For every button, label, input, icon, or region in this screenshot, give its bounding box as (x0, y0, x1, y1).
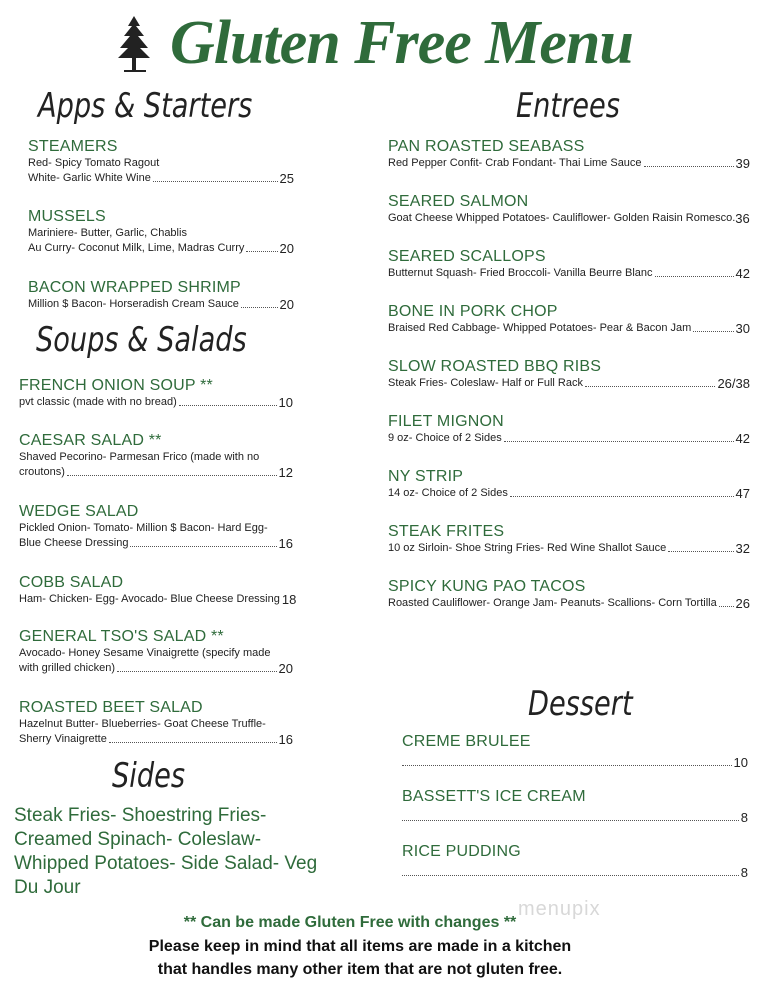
item-desc: Red Pepper Confit- Crab Fondant- Thai Lime Sauce (388, 157, 642, 169)
item-price: 8 (740, 810, 748, 825)
item-name: SPICY KUNG PAO TACOS (388, 578, 586, 595)
menu-item (19, 503, 293, 551)
sides-list: Steak Fries- Shoestring Fries- Creamed Spinach- Coleslaw- Whipped Potatoes- Side Salad- Veg Du Jour (14, 805, 318, 898)
item-name: BASSETT'S ICE CREAM (402, 788, 586, 805)
section-dessert-heading: Dessert (528, 684, 633, 724)
item-desc: with grilled chicken) (19, 662, 115, 674)
item-price: 36 (735, 211, 750, 226)
menu-item (19, 377, 293, 410)
item-price: 12 (278, 465, 293, 480)
item-price-row (19, 661, 293, 676)
item-price: 16 (278, 536, 293, 551)
item-name: STEAK FRITES (388, 523, 505, 540)
item-desc: Avocado- Honey Sesame Vinaigrette (specify made (19, 647, 271, 659)
menu-item (388, 138, 750, 171)
item-price: 25 (279, 171, 294, 186)
item-name: RICE PUDDING (402, 843, 521, 860)
item-price-row (402, 865, 748, 880)
item-price: 10 (278, 395, 293, 410)
item-price: 47 (735, 486, 750, 501)
gluten-free-note: ** Can be made Gluten Free with changes ** (183, 914, 517, 931)
item-desc: Goat Cheese Whipped Potatoes- Cauliflower- Golden Raisin Romesco. (388, 212, 736, 224)
menu-item (388, 358, 750, 391)
section-sides-heading: Sides (112, 756, 185, 796)
item-desc: 14 oz- Choice of 2 Sides (388, 487, 508, 499)
item-name: SLOW ROASTED BBQ RIBS (388, 358, 602, 375)
menu-item (402, 733, 748, 770)
item-price-row (388, 156, 750, 171)
item-desc: Sherry Vinaigrette (19, 733, 107, 745)
item-desc: Braised Red Cabbage- Whipped Potatoes- Pear & Bacon Jam (388, 322, 692, 334)
item-name: ROASTED BEET SALAD (19, 699, 203, 716)
menu-item (388, 303, 750, 336)
item-price: 42 (735, 266, 750, 281)
item-name: CREME BRULEE (402, 733, 531, 750)
item-price: 16 (278, 732, 293, 747)
item-desc: White- Garlic White Wine (28, 172, 151, 184)
item-price: 26/38 (717, 376, 750, 391)
item-price: 10 (733, 755, 748, 770)
pine-tree-icon (114, 14, 154, 74)
menu-item (388, 523, 750, 556)
item-name: CAESAR SALAD ** (19, 432, 162, 449)
item-desc: 10 oz Sirloin- Shoe String Fries- Red Wine Shallot Sauce (388, 542, 667, 554)
item-price: 20 (279, 241, 294, 256)
item-name: WEDGE SALAD (19, 503, 139, 520)
menu-item (402, 843, 748, 880)
item-name: FILET MIGNON (388, 413, 504, 430)
item-name: BONE IN PORK CHOP (388, 303, 558, 320)
menu-item (19, 628, 293, 676)
item-name: COBB SALAD (19, 574, 124, 591)
menu-item (19, 574, 297, 607)
item-desc: Blue Cheese Dressing (19, 537, 129, 549)
item-price-row (388, 596, 750, 611)
menu-item (28, 208, 294, 256)
menu-item (388, 468, 750, 501)
item-desc: Butternut Squash- Fried Broccoli- Vanilla Beurre Blanc (388, 267, 653, 279)
item-price: 26 (735, 596, 750, 611)
menu-title: Gluten Free Menu (170, 9, 633, 77)
menu-item (388, 413, 750, 446)
item-price-row (19, 732, 293, 747)
section-entrees-heading: Entrees (516, 86, 620, 126)
item-name: FRENCH ONION SOUP ** (19, 377, 213, 394)
item-price: 8 (740, 865, 748, 880)
item-desc: croutons) (19, 466, 65, 478)
item-price: 42 (735, 431, 750, 446)
item-price: 39 (735, 156, 750, 171)
menu-item (19, 432, 293, 480)
item-price-row (388, 266, 750, 281)
menu-item (388, 578, 750, 611)
item-price: 20 (278, 661, 293, 676)
menu-item (28, 279, 294, 312)
item-desc: Au Curry- Coconut Milk, Lime, Madras Curry (28, 242, 245, 254)
item-desc: Ham- Chicken- Egg- Avocado- Blue Cheese Dressing (19, 593, 280, 605)
item-price-row (19, 536, 293, 551)
item-name: SEARED SCALLOPS (388, 248, 546, 265)
item-desc: Million $ Bacon- Horseradish Cream Sauce (28, 298, 239, 310)
item-price: 20 (279, 297, 294, 312)
menu-item (388, 248, 750, 281)
menu-item (388, 193, 750, 226)
item-price: 30 (735, 321, 750, 336)
item-price-row (388, 541, 750, 556)
item-price-row (28, 241, 294, 256)
section-soups-heading: Soups & Salads (36, 320, 247, 360)
item-price-row (388, 376, 750, 391)
section-apps-heading: Apps & Starters (38, 86, 253, 126)
item-price-row (388, 211, 750, 226)
kitchen-disclaimer-line-2: that handles many other item that are not gluten free. (157, 961, 563, 978)
item-desc: Mariniere- Butter, Garlic, Chablis (28, 227, 187, 239)
item-price-row (19, 465, 293, 480)
item-price: 32 (735, 541, 750, 556)
item-price-row (19, 395, 293, 410)
item-price-row (402, 755, 748, 770)
item-desc: Pickled Onion- Tomato- Million $ Bacon- Hard Egg- (19, 522, 268, 534)
item-name: SEARED SALMON (388, 193, 529, 210)
kitchen-disclaimer-line-1: Please keep in mind that all items are made in a kitchen (148, 938, 572, 955)
item-price-row (28, 171, 294, 186)
menu-item (402, 788, 748, 825)
item-desc: Red- Spicy Tomato Ragout (28, 157, 160, 169)
item-price-row (388, 486, 750, 501)
item-price-row (388, 321, 750, 336)
item-name: BACON WRAPPED SHRIMP (28, 279, 241, 296)
item-desc: pvt classic (made with no bread) (19, 396, 177, 408)
item-name: GENERAL TSO'S SALAD ** (19, 628, 224, 645)
item-name: MUSSELS (28, 208, 106, 225)
menu-item (28, 138, 294, 186)
item-name: PAN ROASTED SEABASS (388, 138, 585, 155)
item-name: STEAMERS (28, 138, 118, 155)
item-price-row (388, 431, 750, 446)
item-price-row (28, 297, 294, 312)
item-price: 18 (281, 592, 297, 607)
item-desc: Hazelnut Butter- Blueberries- Goat Cheese Truffle- (19, 718, 266, 730)
item-desc: 9 oz- Choice of 2 Sides (388, 432, 502, 444)
menu-item (19, 699, 293, 747)
item-desc: Shaved Pecorino- Parmesan Frico (made with no (19, 451, 260, 463)
item-price-row (19, 592, 297, 607)
item-price-row (402, 810, 748, 825)
item-desc: Steak Fries- Coleslaw- Half or Full Rack (388, 377, 583, 389)
item-name: NY STRIP (388, 468, 464, 485)
item-desc: Roasted Cauliflower- Orange Jam- Peanuts- Scallions- Corn Tortilla (388, 597, 717, 609)
watermark: menupix (518, 898, 601, 920)
